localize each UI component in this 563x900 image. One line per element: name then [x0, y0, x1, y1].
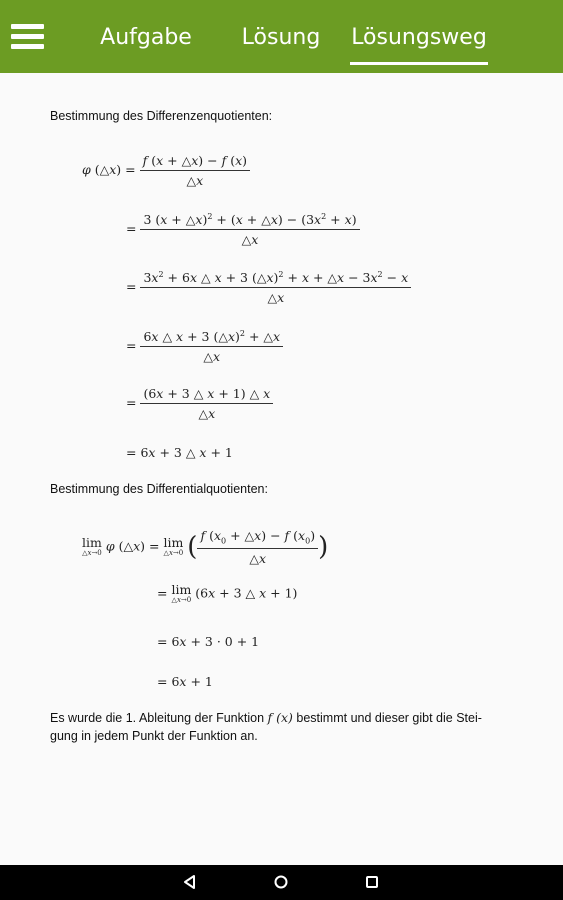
equation-final-result: = 6x + 1 [157, 674, 213, 689]
equation-step-substitution: = $\frac{3 (x + \triangle x)^2 + (x + \triangle x) - (3x^2 + x)}{\triangle x}$ [126, 212, 360, 247]
equation-difference-quotient-def: φ (△x) = $\frac{f (x + \triangle x) - f (x)}{\triangle x}$ [82, 153, 250, 188]
back-icon[interactable] [182, 874, 198, 890]
equation-limit-step: = lim △x→0 (6x + 3 △ x + 1) [157, 582, 298, 604]
home-icon[interactable] [273, 874, 289, 890]
conclusion-line1-start: Es wurde die 1. Ableitung der Funktion [50, 711, 265, 725]
heading-differential-quotient: Bestimmung des Differentialquotienten: [50, 482, 268, 496]
active-tab-indicator [350, 62, 488, 65]
heading-difference-quotient: Bestimmung des Differenzenquotienten: [50, 109, 273, 123]
tab-loesungsweg[interactable]: Lösungsweg [351, 25, 487, 50]
app-bar [0, 0, 563, 73]
conclusion-line1-end: bestimmt und dieser gibt die Stei- [296, 711, 482, 725]
conclusion-function: f (x) [267, 710, 293, 725]
hamburger-menu-icon[interactable] [11, 24, 44, 50]
equation-step-factored: = $\frac{(6x + 3 \triangle x + 1) \triangle x}{\triangle x}$ [126, 386, 273, 421]
equation-step-result: = 6x + 3 △ x + 1 [126, 445, 233, 460]
equation-limit-evaluated: = 6x + 3 · 0 + 1 [157, 634, 260, 649]
equation-step-simplified: = $\frac{6x \triangle x + 3 (\triangle x)^2 + \triangle x}{\triangle x}$ [126, 329, 283, 364]
conclusion-line2: gung in jedem Punkt der Funktion an. [50, 729, 258, 743]
conclusion-text [50, 709, 530, 745]
equation-limit-def: lim △x→0 φ (△x) = lim △x→0 ( $\frac{f (x_0 + \triangle x) - f (x_0)}{\triangle x}$ ) [82, 528, 329, 566]
tab-loesung[interactable]: Lösung [241, 25, 321, 50]
recents-icon[interactable] [364, 874, 380, 890]
tab-aufgabe[interactable]: Aufgabe [100, 25, 192, 50]
system-navigation-bar [0, 865, 563, 900]
solution-content [0, 73, 563, 865]
equation-step-expansion: = $\frac{3x^2 + 6x \triangle x + 3 (\triangle x)^2 + x + \triangle x - 3x^2 - x}{\triangle x}$ [126, 270, 411, 305]
